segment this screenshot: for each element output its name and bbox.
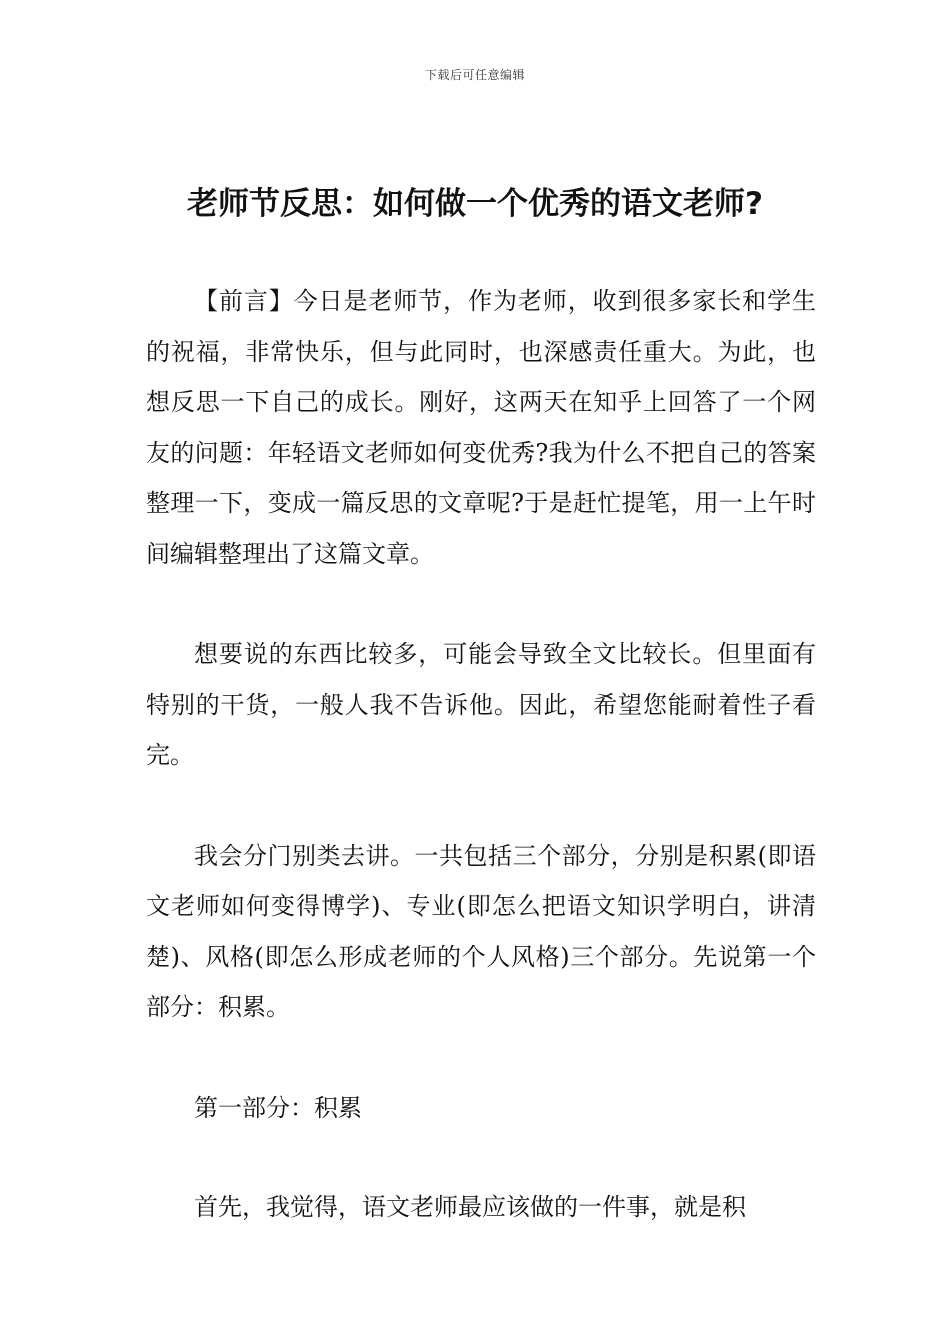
paragraph-preface: 【前言】今日是老师节，作为老师，收到很多家长和学生的祝福，非常快乐，但与此同时，也深感责任重大。为此，也想反思一下自己的成长。刚好，这两天在知乎上回答了一个网友的问题：年轻语文老师如何变优秀?我为什么不把自己的答案整理一下，变成一篇反思的文章呢?于是赶忙提笔，用一上午时间编辑整理出了这篇文章。 (146, 287, 816, 568)
document-body (146, 276, 816, 1283)
paragraph-outline: 我会分门别类去讲。一共包括三个部分，分别是积累(即语文老师如何变得博学)、专业(即怎么把语文知识学明白，讲清楚)、风格(即怎么形成老师的个人风格)三个部分。先说第一个部分：积累。 (146, 841, 816, 1021)
paragraph-intro: 想要说的东西比较多，可能会导致全文比较长。但里面有特别的干货，一般人我不告诉他。因此，希望您能耐着性子看完。 (146, 640, 816, 769)
section-heading: 第一部分：积累 (194, 1093, 362, 1122)
document-title: 老师节反思：如何做一个优秀的语文老师? (187, 186, 763, 222)
header-note: 下载后可任意编辑 (424, 68, 525, 82)
paragraph-section-start: 首先，我觉得，语文老师最应该做的一件事，就是积 (194, 1193, 746, 1221)
